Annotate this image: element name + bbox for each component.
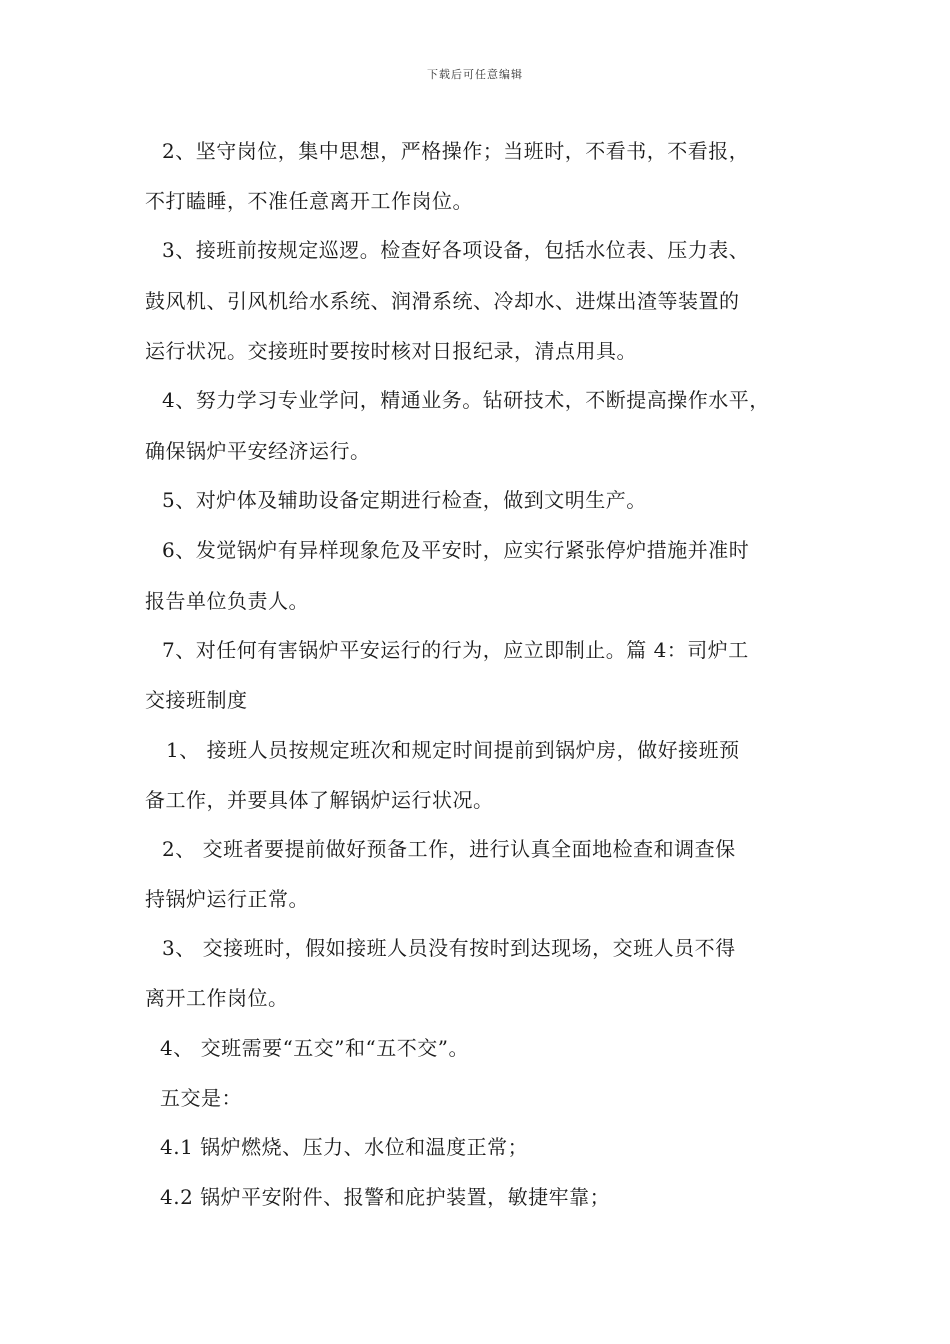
paragraph-line: 7、对任何有害锅炉平安运行的行为，应立即制止。篇 4：司炉工 xyxy=(162,638,749,662)
paragraph-line: 不打瞌睡，不准任意离开工作岗位。 xyxy=(145,189,473,213)
paragraph-line: 运行状况。交接班时要按时核对日报纪录，清点用具。 xyxy=(145,339,637,363)
paragraph-line: 2、 交班者要提前做好预备工作，进行认真全面地检查和调查保 xyxy=(162,837,736,861)
paragraph-line: 2、坚守岗位，集中思想，严格操作；当班时，不看书，不看报， xyxy=(162,139,750,163)
paragraph-line: 4、努力学习专业学问，精通业务。钻研技术，不断提高操作水平， xyxy=(162,388,770,412)
paragraph-line: 4、 交班需要“五交”和“五不交”。 xyxy=(160,1036,469,1060)
paragraph-line: 确保锅炉平安经济运行。 xyxy=(145,439,371,463)
paragraph-line: 3、接班前按规定巡逻。检查好各项设备，包括水位表、压力表、 xyxy=(162,238,750,262)
paragraph-line: 鼓风机、引风机给水系统、润滑系统、冷却水、进煤出渣等装置的 xyxy=(145,289,740,313)
paragraph-line: 1、 接班人员按规定班次和规定时间提前到锅炉房，做好接班预 xyxy=(166,738,740,762)
page-header: 下载后可任意编辑 xyxy=(427,68,523,81)
paragraph-line: 5、对炉体及辅助设备定期进行检查，做到文明生产。 xyxy=(162,488,647,512)
paragraph-line: 3、 交接班时，假如接班人员没有按时到达现场，交班人员不得 xyxy=(162,936,736,960)
paragraph-line: 五交是： xyxy=(160,1086,242,1110)
paragraph-line: 报告单位负责人。 xyxy=(145,589,309,613)
paragraph-line: 备工作，并要具体了解锅炉运行状况。 xyxy=(145,788,494,812)
paragraph-line: 持锅炉运行正常。 xyxy=(145,887,309,911)
paragraph-line: 交接班制度 xyxy=(145,688,248,712)
paragraph-line: 4.1 锅炉燃烧、压力、水位和温度正常； xyxy=(160,1135,529,1159)
paragraph-line: 4.2 锅炉平安附件、报警和庇护装置，敏捷牢靠； xyxy=(160,1185,611,1209)
paragraph-line: 离开工作岗位。 xyxy=(145,986,289,1010)
paragraph-line: 6、发觉锅炉有异样现象危及平安时，应实行紧张停炉措施并准时 xyxy=(162,538,750,562)
